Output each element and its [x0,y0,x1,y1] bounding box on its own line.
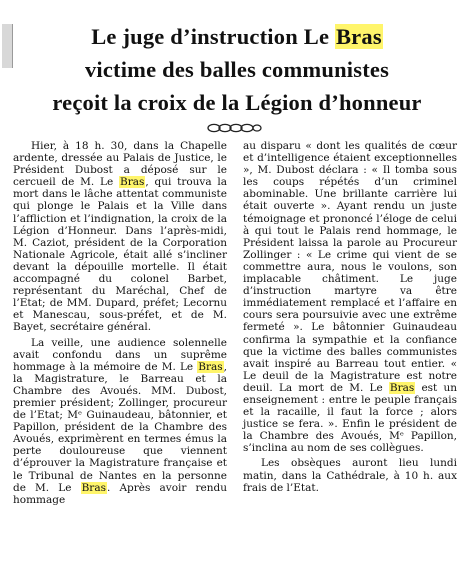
paragraph: Hier, à 18 h. 30, dans la Chapelle ardente, dressée au Palais de Justice, le Président Dubost a déposé sur le cercueil de M. Le Bras, qui trouva la mort dans le lâche attentat communiste qui plonge le Palais et la Ville dans l’affliction et l’indignation, la croix de la Légion d’Honneur. Dans l’après-midi, M. Caziot, président de la Corporation Nationale Agricole, était allé s’incliner devant la dépouille mortelle. Il était accompagné du colonel Barbet, représentant du Maréchal, Chef de l’Etat; de MM. Dupard, préfet; Lecornu et Manescau, sous-préfet, et de M. Bayet, secrétaire général. [13,140,227,334]
article-column-left [13,140,227,506]
headline [14,20,460,119]
headline-line-1 [14,20,460,53]
highlighted-name: Bras [81,481,106,494]
decorative-rule-icon [206,121,262,135]
highlighted-name: Bras [389,381,415,394]
paragraph: Les obsèques auront lieu lundi matin, dans la Cathédrale, à 10 h. aux frais de l’Etat. [243,457,457,494]
highlighted-name: Bras [335,24,382,49]
article-column-right [243,140,457,494]
paper-clip-edge [2,24,13,68]
highlighted-name: Bras [198,360,223,373]
highlighted-name: Bras [119,176,145,189]
headline-text: Le juge d’instruction Le [91,24,335,49]
headline-line-2: victime des balles communistes [84,57,390,82]
headline-line-3: reçoit la croix de la Légion d’honneur [52,90,422,115]
paragraph: La veille, une audience solennelle avait confondu dans un suprême hommage à la mémoire de M. Le Bras, la Magistrature, le Barreau et la Chambre des Avoués. MM. Dubost, premier président; Zollinger, procureur de l’Etat; Mᵉ Guinaudeau, bâtonnier, et Papillon, président de la Chambre des Avoués, exprimèrent en termes émus la perte douloureuse que viennent d’éprouver la Magistrature française et le Tribunal de Nantes en la personne de M. Le Bras. Après avoir rendu hommage [13,336,227,506]
paragraph: au disparu « dont les qualités de cœur et d’intelligence étaient exceptionnelles », M. Dubost déclara : « Il tomba sous les coups répétés d’un criminel abominable. Une brillante carrière lui était ouverte ». Ayant rendu un juste témoignage et prononcé l’éloge de celui à qui tout le Palais rend hommage, le Président laissa la parole au Procureur Zollinger : « Le crime qui vient de se commettre aura, nous le voulons, son implacable châtiment. Le juge d’instruction martyre va être immédiatement remplacé et l’affaire en cours sera poursuivie avec une extrême fermeté ». Le bâtonnier Guinaudeau confirma la sympathie et la confiance que la victime des balles communistes avait inspiré au Barreau tout entier. « Le deuil de la Magistrature est notre deuil. La mort de M. Le Bras est un enseignement : entre le peuple français et la racaille, il faut la force ; alors justice se fera. ». Enfin le président de la Chambre des Avoués, Mᵉ Papillon, s’inclina au nom de ses collègues. [243,140,457,455]
